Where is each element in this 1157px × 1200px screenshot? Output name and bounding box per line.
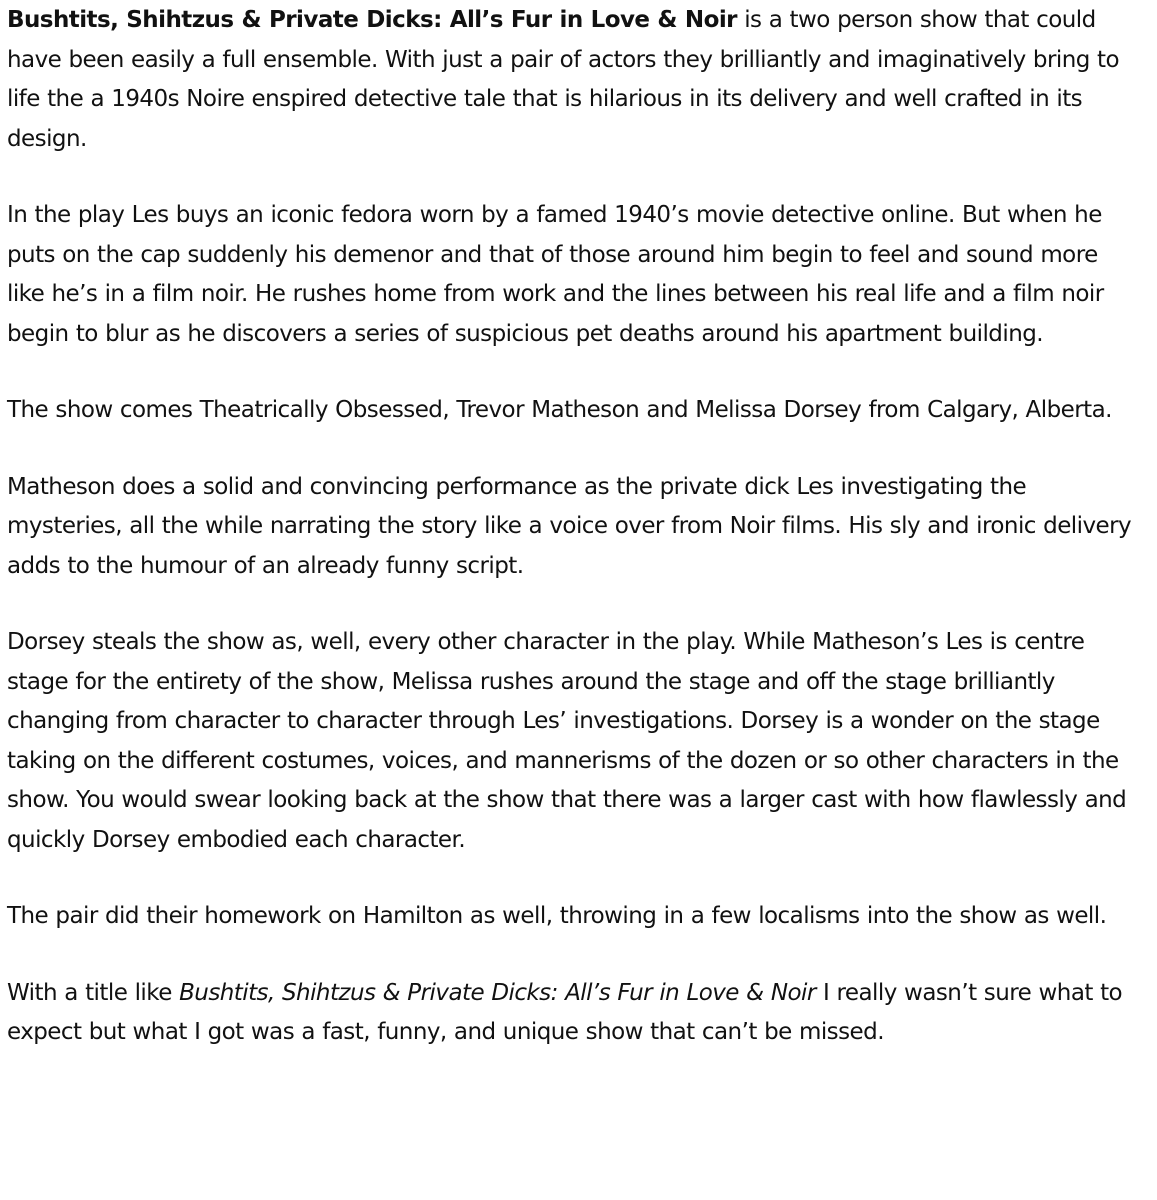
paragraph-intro [7, 1, 1142, 159]
paragraph-intro-text: is a two person show that could have been easily a full ensemble. With just a pair of actors they brilliantly and imaginatively bring to life the a 1940s Noire enspired detective tale that is hilarious in its delivery and well crafted in its design. [7, 7, 1120, 152]
paragraph-conclusion [7, 974, 1142, 1053]
paragraph-company: The show comes Theatrically Obsessed, Trevor Matheson and Melissa Dorsey from Calgary, Alberta. [7, 397, 1112, 423]
conclusion-before: With a title like [7, 979, 180, 1006]
paragraph-matheson: Matheson does a solid and convincing performance as the private dick Les investigating the mysteries, all the while narrating the story like a voice over from Noir films. His sly and ironic delivery adds to the humour of an already funny script. [7, 473, 1132, 579]
conclusion-after: I really wasn’t sure what to expect but what I got was a fast, funny, and unique show that can’t be missed. [7, 979, 1123, 1045]
show-title-italic: Bushtits, Shihtzus & Private Dicks: All’s Fur in Love & Noir [179, 979, 816, 1006]
show-title-bold: Bushtits, Shihtzus & Private Dicks: All’s Fur in Love & Noir [7, 7, 737, 33]
paragraph-plot: In the play Les buys an iconic fedora worn by a famed 1940’s movie detective online. But when he puts on the cap suddenly his demenor and that of those around him begin to feel and sound more like he’s in a film noir. He rushes home from work and the lines between his real life and a film noir begin to blur as he discovers a series of suspicious pet deaths around his apartment building. [7, 202, 1104, 347]
paragraph-dorsey: Dorsey steals the show as, well, every other character in the play. While Matheson’s Les is centre stage for the entirety of the show, Melissa rushes around the stage and off the stage brilliantly changing from character to character through Les’ investigations. Dorsey is a wonder on the stage taking on the different costumes, voices, and mannerisms of the dozen or so other characters in the show. You would swear looking back at the show that there was a larger cast with how flawlessly and quickly Dorsey embodied each character. [7, 629, 1127, 853]
paragraph-hamilton: The pair did their homework on Hamilton as well, throwing in a few localisms into the show as well. [7, 903, 1107, 929]
review-article [7, 0, 1142, 1090]
